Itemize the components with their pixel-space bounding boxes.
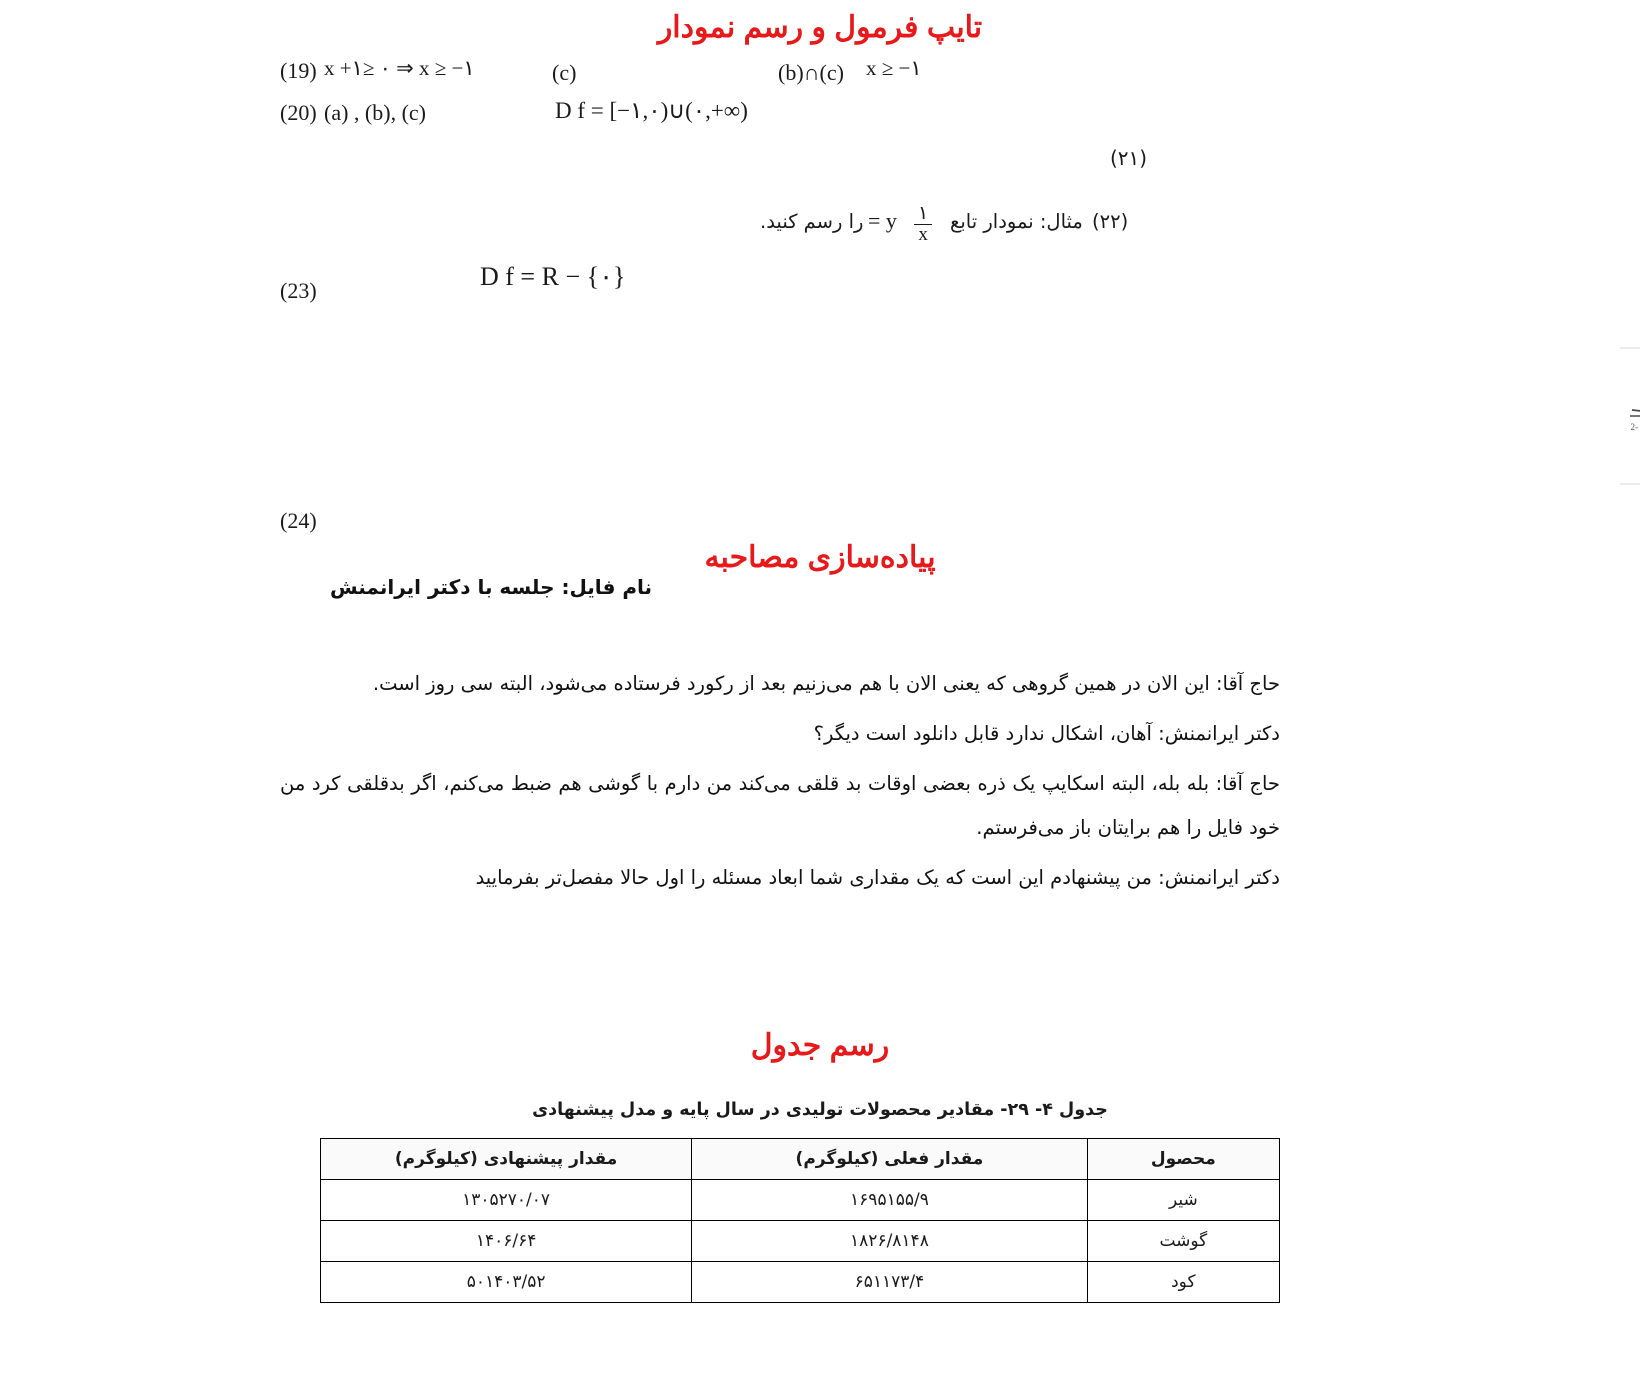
math-item-23-domain: D f = R − {۰}: [480, 262, 626, 291]
graph-svg: [1620, 296, 1640, 536]
math-item-22-text-before: مثال: نمودار تابع: [950, 210, 1083, 233]
products-table: [320, 1138, 1280, 1303]
table-cell-current: ۱۶۹۵۱۵۵/۹: [692, 1180, 1087, 1221]
table-header-current: مقدار فعلی (کیلوگرم): [692, 1139, 1087, 1180]
math-item-19-label: (19): [280, 58, 317, 83]
section-title-interview: پیاده‌سازی مصاحبه: [704, 541, 936, 574]
math-item-19-expression: x +۱≥ ۰ ⇒ x ≥ −۱: [324, 56, 475, 80]
table-cell-product: گوشت: [1087, 1221, 1279, 1262]
table-cell-product: کود: [1087, 1262, 1279, 1303]
math-item-19-b-cap-c-expression: x ≥ −۱: [866, 56, 922, 80]
math-item-19-c: (c): [552, 60, 577, 85]
transcript-line: دکتر ایرانمنش: آهان، اشکال ندارد قابل دانلود است دیگر؟: [813, 721, 1280, 745]
table-header-proposed: مقدار پیشنهادی (کیلوگرم): [321, 1139, 692, 1180]
table-row: [321, 1221, 1280, 1262]
table-cell-current: ۶۵۱۱۷۳/۴: [692, 1262, 1087, 1303]
table-row: [321, 1180, 1280, 1221]
math-item-21-label: (۲۱): [1110, 146, 1148, 170]
graph-xtick--2: -2: [1630, 422, 1638, 432]
table-row: [321, 1262, 1280, 1303]
math-item-20-text: (a) , (b), (c): [324, 100, 426, 125]
table-header-product: محصول: [1087, 1139, 1279, 1180]
math-item-24-label: (24): [280, 508, 317, 533]
fraction-denominator: x: [918, 223, 928, 245]
section-title-table: رسم جدول: [750, 1029, 890, 1062]
math-item-22-fraction: [914, 204, 932, 245]
table-cell-product: شیر: [1087, 1180, 1279, 1221]
transcript-line: حاج آقا: بله بله، البته اسکایپ یک ذره بعضی اوقات بد قلقی می‌کند من دارم با گوشی هم ضبط می‌کنم، اگر بدقلقی کرد من خود فایل را هم برایتان باز می‌فرستم.: [280, 771, 1280, 839]
section-title-formula: تایپ فرمول و رسم نمودار: [657, 11, 983, 44]
interview-transcript: [280, 662, 1280, 899]
fraction-numerator: ۱: [914, 204, 932, 225]
table-caption: جدول ۴- ۲۹- مقادیر محصولات تولیدی در سال پایه و مدل پیشنهادی: [532, 1100, 1108, 1120]
math-item-22-text-after: را رسم کنید.: [760, 210, 864, 233]
table-cell-proposed: ۱۳۰۵۲۷۰/۰۷: [321, 1180, 692, 1221]
table-cell-current: ۱۸۲۶/۸۱۴۸: [692, 1221, 1087, 1262]
function-graph: [1620, 296, 1640, 536]
transcript-line: حاج آقا: این الان در همین گروهی که یعنی الان با هم می‌زنیم بعد از رکورد فرستاده می‌شود، البته سی روز است.: [372, 672, 1280, 695]
math-item-23-label: (23): [280, 278, 317, 303]
products-table-wrap: [320, 1138, 1280, 1303]
math-item-20-label: (20): [280, 100, 317, 125]
interview-file-name: نام فایل: جلسه با دکتر ایرانمنش: [330, 575, 653, 599]
math-item-22-row: [760, 200, 1400, 250]
math-item-22-label: (۲۲): [1092, 210, 1129, 233]
table-cell-proposed: ۵۰۱۴۰۳/۵۲: [321, 1262, 692, 1303]
transcript-line: دکتر ایرانمنش: من پیشنهادم این است که یک مقداری شما ابعاد مسئله را اول حالا مفصل‌تر بفرمایید: [475, 865, 1280, 889]
table-header-row: [321, 1139, 1280, 1180]
math-item-22-formula-lhs: y =: [868, 208, 897, 233]
math-item-20-domain: D f = [−۱,۰)∪(۰,+∞): [555, 98, 748, 123]
math-item-19-b-cap-c: (b)∩(c): [778, 60, 844, 85]
table-cell-proposed: ۱۴۰۶/۶۴: [321, 1221, 692, 1262]
